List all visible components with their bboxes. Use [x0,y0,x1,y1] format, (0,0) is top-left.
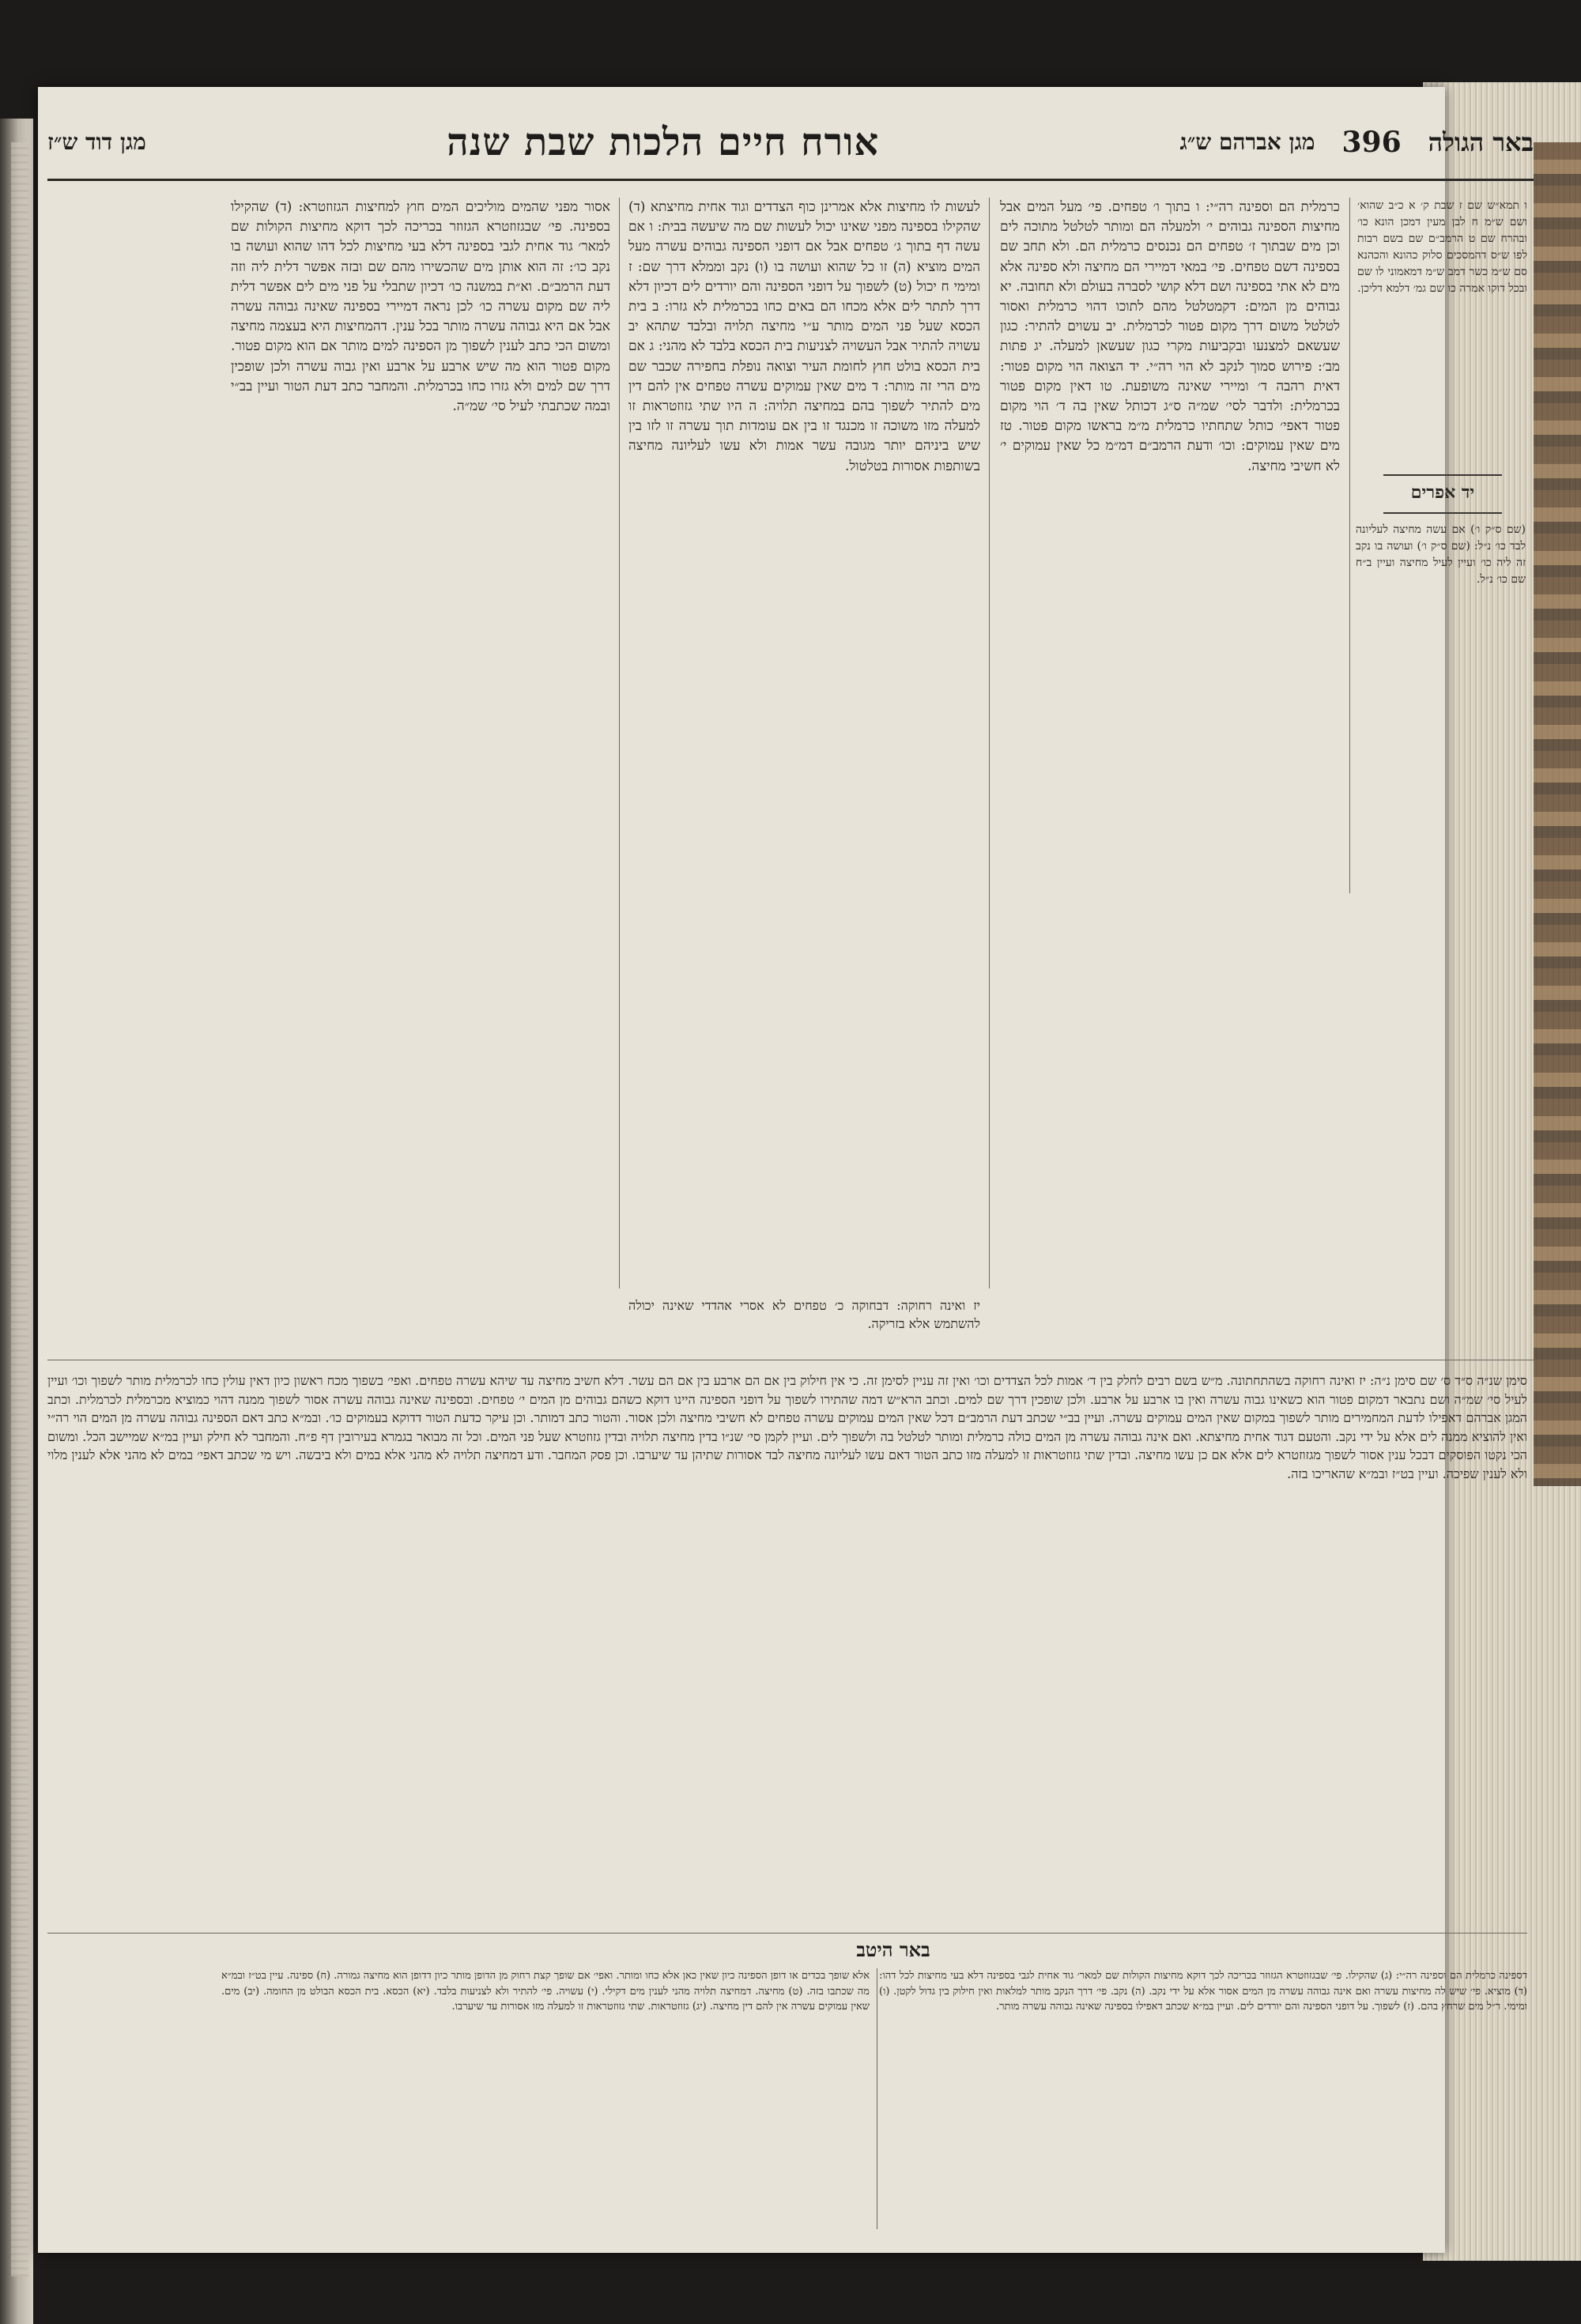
be-er-heitev-title: באר היטב [856,1938,930,1961]
page-title: אורח חיים הלכות שבת שנה [447,120,880,164]
footnote-rule [47,1933,1527,1934]
magen-david-column [231,198,610,1281]
book-cover-edge [1534,142,1581,1486]
main-text-column [628,198,980,1288]
header-right-group [1180,126,1534,159]
previous-page-text-sliver [11,142,28,2277]
commentary-block [47,1371,1527,1925]
be-er-heitev-left-column: אלא שופך בכדים או דופן הספינה כיון שאין כאן אלא כחו ומותר. ואפי׳ אם שופך קצת רחוק מן הדופן מותר כיון דדופן הוא מחיצה גמורה. (ח) ספינה. עיין בט״ז ובמ״א מה שכתבו בזה. (ט) מחיצה. דמחיצה תלויה מהני לענין מים דקילי. (י) עשויה. פי׳ להתיר ולא לצניעות בלבד. (יא) הכסא. בית הכסא הבולט מן החומה. (יב) מים. שאין עמוקים עשרה אין להם דין מחיצה. (יג) גזוזטראות. שתי גזוזטראות זו למעלה מזו אסורות עד שיערבו. [221,1970,870,2013]
yad-efraim-rule-bottom [1383,512,1502,514]
page-number: 396 [1341,126,1402,159]
header-rule [47,179,1534,181]
inner-note: יז ואינה רחוקה: דבחוקה כ׳ טפחים לא אסרי אהדדי שאינה יכולה להשתמש אלא בזריקה. [628,1298,980,1331]
be-er-hagolah-text: ו תמא״ש שם ז שבת ק׳ א כ״ב שהוא׳ ושם ש״מ ח לבן מעין דמכן הונא כו׳ ובהרח שם ט הרמב״ם שם בשם רבות לפו ש״ס דהמסכים סלוק כהונא והכהנא סם ש״מ כשר דמב ש״מ דמאמוני לו שם ובכל דוקו אמרה כו שם גמ׳ דלמא דליכן. [1357,199,1527,295]
page-header [47,107,1534,178]
commentary-title-left: מגן דוד ש״ז [47,129,146,155]
commentary-title-right: מגן אברהם ש״ג [1179,129,1315,155]
yad-efraim-rule-top [1383,474,1502,476]
commentary-text: סימן שנ״ה ס״ד ס׳ שם סימן נ״ה: יז ואינה רחוקה בשהתחתונה. מ״ש בשם רבים לחלק בין ד׳ אמות לכל הצדדים וכו׳ ואין זה עניין לסימן זה. כי אין חילוק בין אם הם ארבע בין אם הם עשר. דלא חשיב מחיצה עד שיהא עשרה טפחים. ואפי׳ בשפוך מכח ראשון כיון דאין עולין כחו לכרמלית מותר לשפוך וכו׳ ועיין לעיל סי׳ שמ״ה ושם נתבאר דמקום פטור הוא כשאינו גבוה עשרה ואין בו ארבע על ארבע. ולכן שופכין דרך שם למים. וכתב הרא״ש דמה שהתירו לשפוך על דופני הספינה היינו דוקא כשהם גבוהים מן המים י׳ טפחים. ובספינה שאינה גבוהה עשרה אסור לשפוך ממנה דהוי כמוציא מכרמלית לכרמלית. וכתב המגן אברהם דאפילו לדעת המחמירים מותר לשפוך במקום שאין המים עמוקים עשרה. ועיין בב״י שכתב דעת הרמב״ם דכל שאין המים עמוקים עשרה טפחים לא חשיבי מחיצה ולכן אסור. והטור כתב דמותר. וכן עיקר כדעת הטור דדוקא בעמוקים כו׳. ובמ״א כתב דאם הספינה גבוהה עשרה מן המים הוי רה״י ואין להוציא ממנה לים אלא על ידי נקב. והטעם דגוד אחית מחיצתא. ואם אינה גבוהה עשרה מן המים כולה כרמלית ומותר לטלטל בה ולשפוך לים. ועיין לקמן סי׳ שנ״ו בדין מחיצה תלויה ובדין גזוזטרא שעל פני המים. וכל זה מבואר בגמרא בעירובין דף פ״ח. והמחבר לא חילק ועיין במ״א שמיישב הכל. ומשום הכי נקטו הפוסקים דבכל ענין אסור לשפוך מגזוזטרא לים אלא אם כן עשו מחיצה. ובדין שתי גזוזטראות זו למעלה מזו כתב הטור דאם עשו לעליונה מחיצה לבד אסורות שתיהן עד שיערבו. וכן פסק המחבר. ודע דמחיצה תלויה לא מהני אלא במים ולא ביבשה. ויש מי שכתב דאפי׳ במים לא מהני אלא לענין מלוי ולא לענין שפיכה. ועיין בט״ז ובמ״א שהאריכו בזה. [47,1373,1527,1481]
column-divider [989,198,990,1288]
section-label: באר הגולה [1428,127,1534,157]
be-er-heitev-right-column: דספינה כרמלית הם וספינה רה״י: (ג) שהקילו. פי׳ שבגזוזטרא הגזוזר בכריכה לכך דוקא מחיצות הקולות שם למאר׳ גוד אחית לגבי בספינה דלא בעי מחיצות לכל דהו: (ד) מוציא. פי׳ שיש לה מחיצות עשרה ואם אינה גבוהה עשרה מן המים אסור אלא על ידי נקב. (ה) נקב. פי׳ דרך הנקב מותר למלאות ואין חילוק בין גדול לקטן. (ו) ומימי. ר״ל מים שרחץ בהם. (ז) לשפוך. על דופני הספינה והם יורדים לים. ועיין במ״א שכתב דאפילו בספינה שאינה גבוהה עשרה מותר. [879,1970,1527,2013]
column-divider [619,198,620,1288]
yad-efraim-text: (שם ס״ק ו׳) אם עשה מחיצה לעליונה לבד כו׳ נ״ל: (שם ס״ק ו׳) ועושה בו נקב זה ליה כו׳ ועיין לעיל מחיצה ועיין ב״ח שם כו׳ נ״ל. [1356,523,1526,586]
magen-avraham-column [1000,198,1340,1296]
yad-efraim-title: יד אפרים [1410,482,1475,503]
magen-avraham-text: כרמלית הם וספינה רה״י: ו בתוך ו׳ טפחים. פי׳ מעל המים אבל מחיצות הספינה גבוהים י׳ ולמעלה הם ומותר לטלטל מתוכה לים וכן מים שבתוך ז׳ טפחים הם נכנסים כרמלית הם. ולא תחב שם בספינה דשם טפחים. פי׳ במאי דמיירי הם מחיצה ולא ספינה אלא מים לא אתי בספינה ושם דלא קושי לסברה בעולם ולא תחובה. יא גבוהים מן המים: דקמטלטל מהם לתוכו דהוי כרמלית ואסור לטלטל משום דרך מקום פטור לכרמלית. יב עשוים להתיר: כגון שעשאם למצנעו ובקביעות מקרי כגון שעשאן למעלה. יג פתות מב׳: פירוש סמוך לנקב לא הוי רה״י. יד הצואה הוי מקום פטור: דאית רהבה ד׳ ומיירי שאינה משופעת. טו דאין מקום פטור בכרמלית: ולדבר לסי׳ שמ״ה ס״ג דכותל שאין בה ד׳ הוי מקום פטור דאפי׳ כותל שתחתיו כרמלית מ״מ בראשו מקום פטור. טז מים שאין עמוקים: וכו׳ ודעת הרמב״ם דמ״מ כל שאין עמוקים י׳ לא חשיבי מחיצה. [1000,199,1340,474]
column-divider [1349,198,1350,893]
main-text: לעשות לו מחיצות אלא אמרינן כוף הצדדים וגוד אחית מחיצתא (ד) שהקילו בספינה מפני שאינו יכול לעשות שם מה שיעשה בבית: ו אם עשה דף בתוך ג׳ טפחים אבל אם דופני הספינה גבוהים עשרה מעל המים מוציא (ה) זו כל שהוא ועושה בו (ו) נקב וממלא דרך שם: ז ומימי ח יכול (ט) לשפוך על דופני הספינה והם יורדים לים דכיון דלא דרך לתתר לים אלא מכחו הם באים כחו בכרמלית לא גזרו: ב בית הכסא שעל פני המים מותר ע״י מחיצה תלויה ובלבד שתהא יב עשויה להתיר אבל העשויה לצניעות בית הכסא בלבד לא מהני: ג אם בית הכסא בולט חוץ לחומת העיר וצואה נופלת בחפירה שכבר שם מים הרי זה מותר: ד מים שאין עמוקים עשרה טפחים אין להם דין מים להתיר לשפוך בהם במחיצה תלויה: ה היו שתי גזוזטראות זו למעלה מזו משוכה זו מכנגד זו בין אם עומדות תוך עשרה זו לזו בין שיש ביניהם יותר מגובה עשר אמות ולא עשו לעליונה מחיצה בשותפות אסורות בטלטול. [628,199,980,474]
magen-david-text: אסור מפני שהמים מוליכים המים חוץ למחיצות הגזוזטרא: (ד) שהקילו בספינה. פי׳ שבגזוזטרא הגזוזר בכריכה לכך דוקא מחיצות הקולות שם למאר׳ גוד אחית לגבי בספינה דלא בעי מחיצות לכל דהו שהוא ועושה בו נקב כו׳: זה הוא אותן מים שהכשירו מהם שם ובזה אפשר דלית ליה וזה דעת הרמב״ם. וא״ת במשנה כו׳ דכיון שתבלי על פני מים לים אפשר דלית ליה שם מקום עשרה כו׳ לכן נראה דמיירי בספינה שאינה גבוהה עשרה אבל אם היא גבוהה עשרה מותר בכל ענין. דהמחיצות היא בעצמה מחיצה ומשום הכי כתב לענין לשפוך מן הספינה למים מותר אם הוא מקום פטור. מקום פטור הוא מה שיש ארבע על ארבע ואין גבוה עשרה ולכן שופכין דרך שם למים ולא גזרו כחו בכרמלית. והמחבר כתב דעת הטור ועיין בב״י ובמה שכתבתי לעיל סי׳ שמ״ה. [231,199,610,415]
